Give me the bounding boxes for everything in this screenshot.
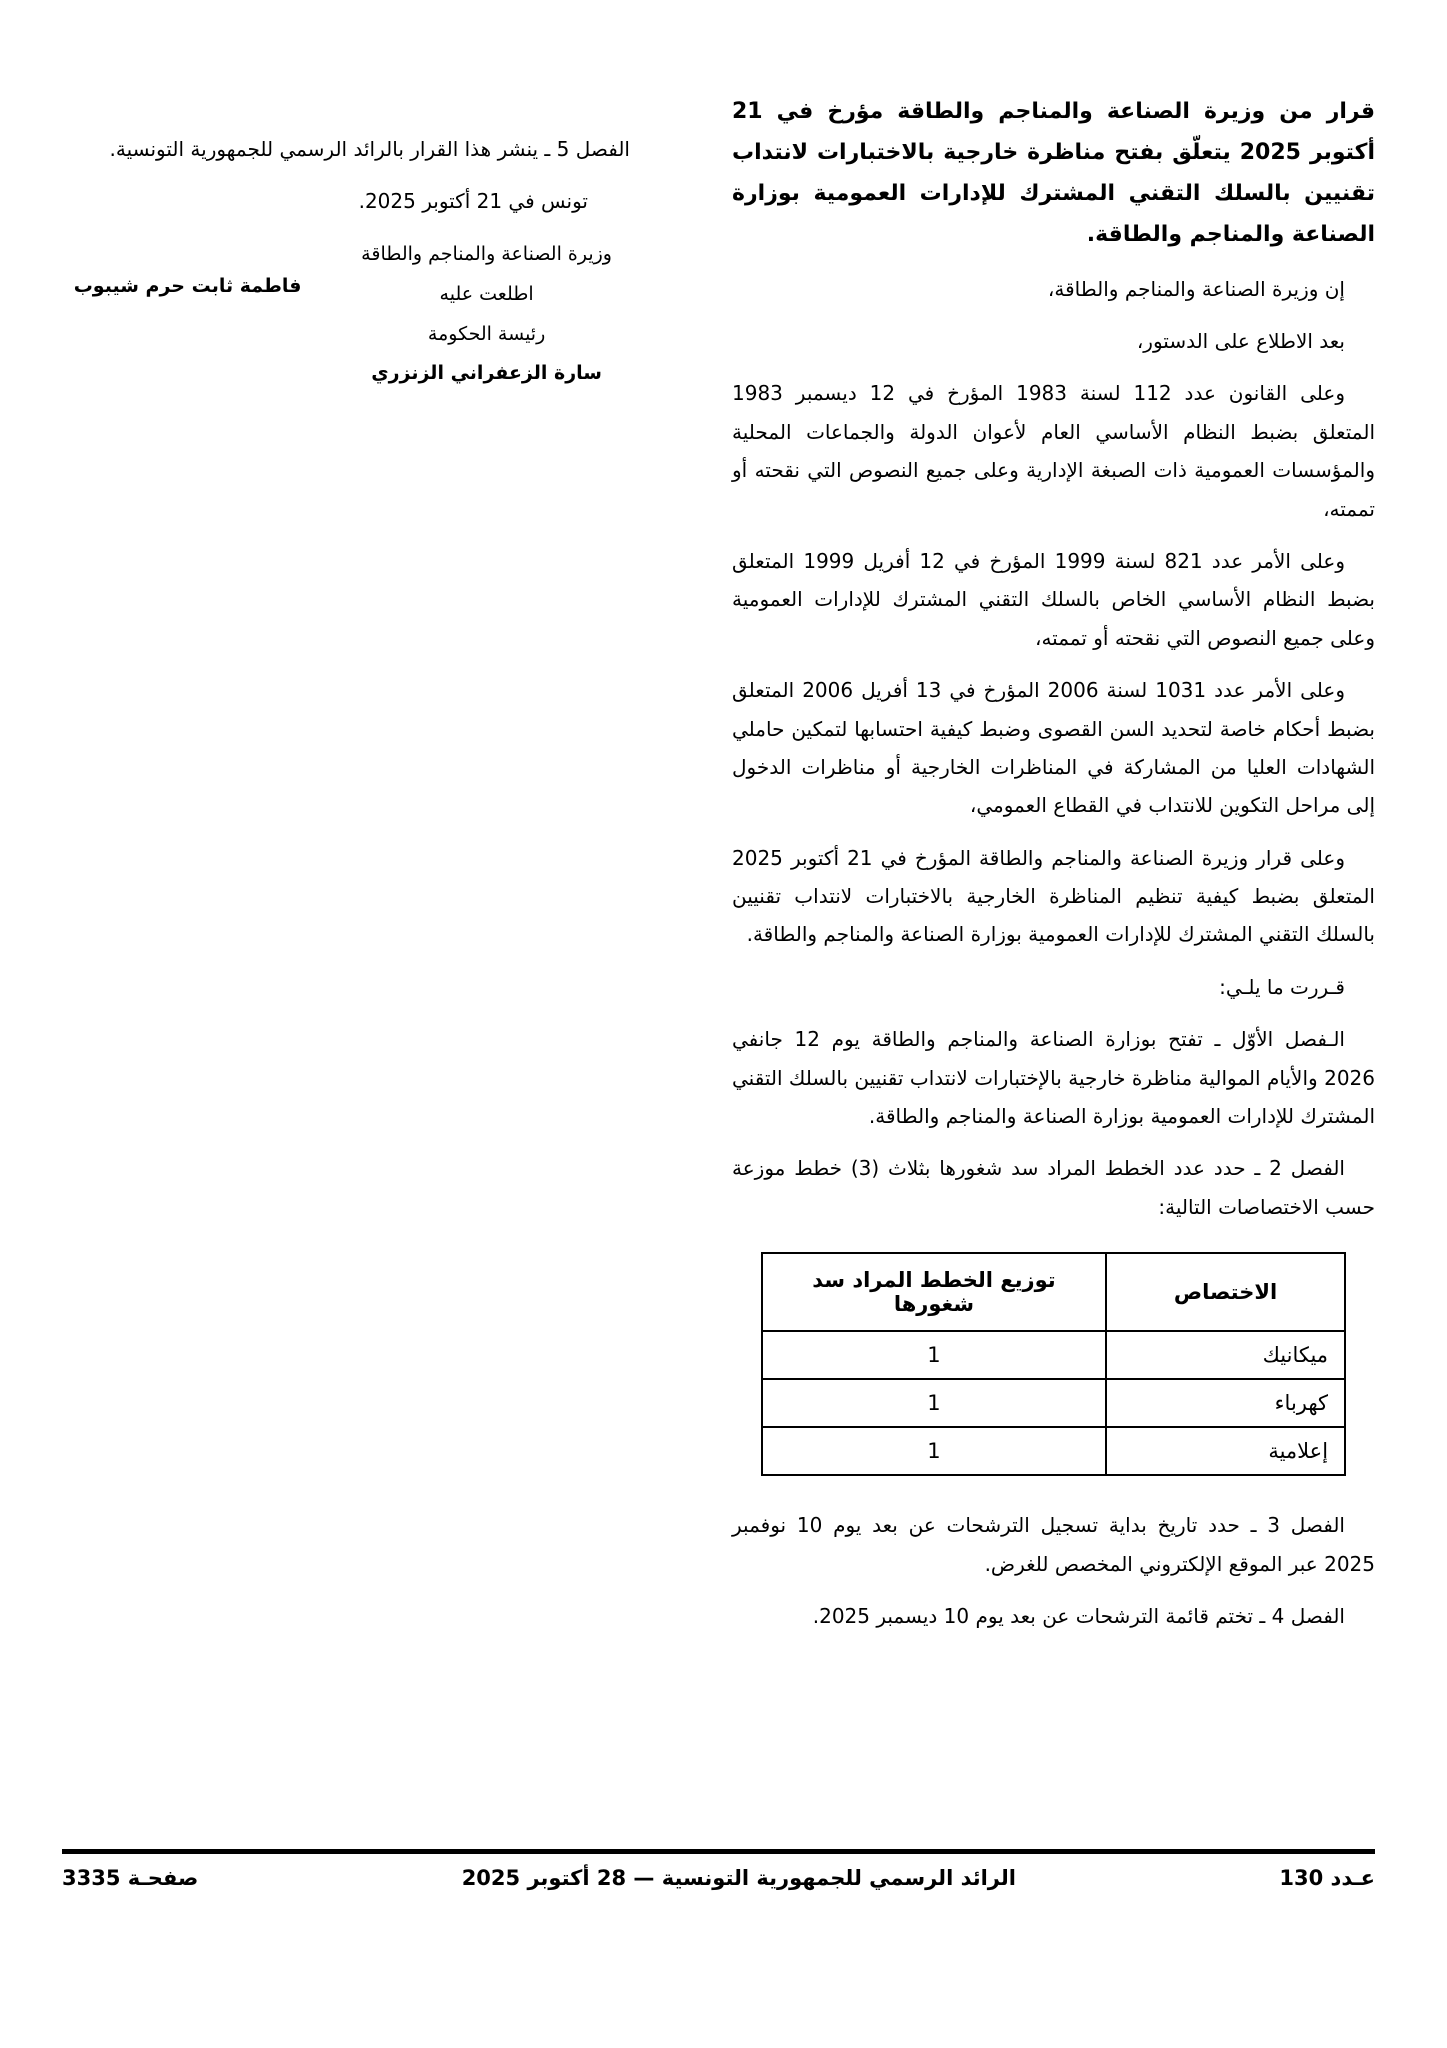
preamble-order-2025: وعلى قرار وزيرة الصناعة والمناجم والطاقة المؤرخ في 21 أكتوبر 2025 المتعلق بضبط كيفية تنظيم المناظرة الخارجية بالاختبارات لانتداب تقنيين بالسلك التقني المشترك للإدارات العمومية بوزارة الصناعة والمناجم والطاقة.: [732, 845, 1375, 947]
footer-issue-number: عـدد 130: [1279, 1866, 1375, 1890]
minister-name: فاطمة ثابت حرم شيبوب: [73, 274, 302, 297]
table-header-row: [762, 1253, 1345, 1331]
footer-page-number: صفحـة 3335: [62, 1866, 199, 1890]
preamble-decree-2006: وعلى الأمر عدد 1031 لسنة 2006 المؤرخ في 13 أفريل 2006 المتعلق بضبط أحكام خاصة لتحديد السن القصوى وضبط كيفية احتسابها لتمكين حاملي الشهادات العليا من المشاركة في المناظرات الخارجية أو مناظرات الدخول إلى مراحل التكوين للانتداب في القطاع العمومي،: [732, 678, 1375, 818]
preamble-decree-1999: وعلى الأمر عدد 821 لسنة 1999 المؤرخ في 12 أفريل 1999 المتعلق بضبط النظام الأساسي الخاص بالسلك التقني المشترك للإدارات العمومية وعلى جميع النصوص التي نقحته أو تممته،: [732, 548, 1375, 650]
specialty-cell: ميكانيك: [1106, 1331, 1345, 1379]
table-row: [762, 1331, 1345, 1379]
header-distribution: توزيع الخطط المراد سد شغورها: [762, 1253, 1106, 1331]
count-cell: 1: [762, 1379, 1106, 1427]
decree-main-column: [732, 92, 1375, 1649]
preamble-constitution-line: بعد الاطلاع على الدستور،: [1136, 329, 1345, 354]
count-cell: 1: [762, 1427, 1106, 1475]
preamble-minister-line: إن وزيرة الصناعة والمناجم والطاقة،: [1047, 276, 1345, 301]
two-column-layout: [62, 92, 1375, 1849]
table-row: [762, 1427, 1345, 1475]
table-row: [762, 1379, 1345, 1427]
preamble-law-1983: وعلى القانون عدد 112 لسنة 1983 المؤرخ في 12 ديسمبر 1983 المتعلق بضبط النظام الأساسي العام لأعوان الدولة والجماعات المحلية والمؤسسات العمومية ذات الصبغة الإدارية وعلى جميع النصوص التي نقحته أو تممته،: [732, 381, 1375, 521]
article-4: الفصل 4 ـ تختم قائمة الترشحات عن بعد يوم 10 ديسمبر 2025.: [812, 1604, 1345, 1628]
footer-journal-line: الرائد الرسمي للجمهورية التونسية — 28 أكتوبر 2025: [461, 1866, 1016, 1890]
signature-right-stack: [313, 235, 660, 395]
seen-label: اطلعت عليه: [439, 282, 534, 305]
place-date-line: تونس في 21 أكتوبر 2025.: [358, 189, 588, 214]
specialty-cell: إعلامية: [1106, 1427, 1345, 1475]
specialty-cell: كهرباء: [1106, 1379, 1345, 1427]
minister-title: وزيرة الصناعة والمناجم والطاقة: [361, 242, 612, 265]
pm-name: سارة الزعفراني الزنزري: [371, 362, 602, 385]
decree-signature-column: [62, 92, 660, 394]
signature-block: [62, 235, 660, 395]
count-cell: 1: [762, 1331, 1106, 1379]
article-5: الفصل 5 ـ ينشر هذا القرار بالرائد الرسمي للجمهورية التونسية.: [109, 137, 630, 161]
footer-divider: [62, 1849, 1375, 1854]
decree-title: قرار من وزيرة الصناعة والمناجم والطاقة مؤرخ في 21 أكتوبر 2025 يتعلّق بفتح مناظرة خارجية بالاختبارات لانتداب تقنيين بالسلك التقني المشترك للإدارات العمومية بوزارة الصناعة والمناجم والطاقة.: [732, 99, 1375, 247]
decision-lead-line: قـررت ما يلـي:: [1219, 974, 1345, 999]
pm-title: رئيسة الحكومة: [427, 322, 546, 345]
article-1: الـفصل الأوّل ـ تفتح بوزارة الصناعة والمناجم والطاقة يوم 12 جانفي 2026 والأيام الموالية مناظرة خارجية بالإختبارات لانتداب تقنيين بالسلك التقني المشترك للإدارات العمومية بوزارة الصناعة والمناجم والطاقة.: [732, 1027, 1375, 1129]
header-specialty: الاختصاص: [1106, 1253, 1345, 1331]
footer-row: [62, 1866, 1375, 1890]
article-2: الفصل 2 ـ حدد عدد الخطط المراد سد شغورها بثلاث (3) خطط موزعة حسب الاختصاصات التالية:: [732, 1156, 1375, 1219]
article-3: الفصل 3 ـ حدد تاريخ بداية تسجيل الترشحات عن بعد يوم 10 نوفمبر 2025 عبر الموقع الإلكتروني المخصص للغرض.: [732, 1513, 1375, 1576]
page-footer: [62, 1849, 1375, 1890]
vacancies-table: [761, 1252, 1346, 1476]
